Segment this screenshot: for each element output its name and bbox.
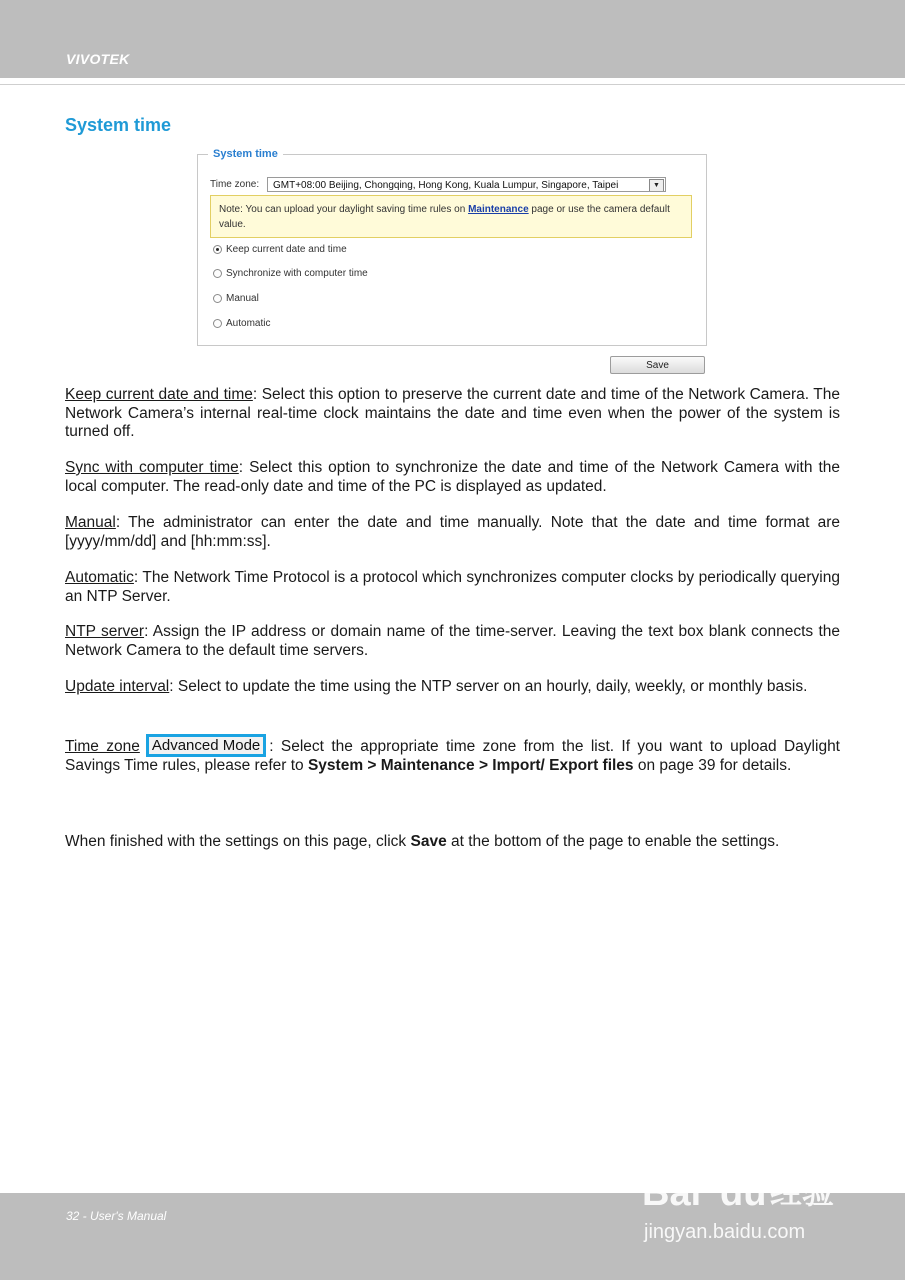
watermark-du: du — [720, 1172, 767, 1214]
baidu-watermark-icon — [640, 1150, 855, 1250]
paragraph-automatic — [65, 569, 840, 606]
desc-update: : Select to update the time using the NTP server on an hourly, daily, weekly, or monthly basis. — [169, 678, 808, 695]
advanced-mode-badge: Advanced Mode — [146, 734, 266, 757]
option-label: Keep current date and time — [226, 244, 347, 255]
save-button[interactable]: Save — [610, 356, 705, 374]
term-update: Update interval — [65, 678, 170, 695]
radio-selected-icon[interactable] — [213, 245, 222, 254]
section-title: System time — [65, 115, 172, 135]
desc-timezone-2: on page 39 for details. — [633, 757, 792, 774]
finish-1: When finished with the settings on this page, click — [65, 833, 411, 850]
term-manual: Manual — [65, 514, 116, 531]
time-zone-select[interactable] — [267, 177, 666, 192]
paragraph-ntp — [65, 623, 840, 660]
option-label: Automatic — [226, 318, 271, 329]
paragraph-manual — [65, 514, 840, 551]
term-ntp: NTP server — [65, 623, 145, 640]
time-zone-value: GMT+08:00 Beijing, Chongqing, Hong Kong, Kuala Lumpur, Singapore, Taipei — [273, 180, 619, 191]
desc-ntp: : Assign the IP address or domain name of the time-server. Leaving the text box blank connects the Network Camera to the default time servers. — [65, 623, 840, 659]
brand-logo: VIVOTEK — [66, 51, 130, 67]
term-keep-current: Keep current date and time — [65, 386, 253, 403]
note-box — [210, 195, 692, 238]
paragraph-update — [65, 678, 840, 697]
term-automatic: Automatic — [65, 569, 134, 586]
desc-manual: : The administrator can enter the date and time manually. Note that the date and time format are [yyyy/mm/dd] and [hh:mm:ss]. — [65, 514, 840, 550]
chevron-down-icon[interactable]: ▼ — [649, 179, 664, 192]
radio-icon[interactable] — [213, 319, 222, 328]
option-manual[interactable] — [213, 293, 259, 304]
option-keep-current[interactable] — [213, 244, 347, 255]
paragraph-keep-current — [65, 386, 840, 442]
watermark-bai: Bai — [642, 1172, 702, 1214]
option-label: Manual — [226, 293, 259, 304]
note-suffix: page or use the camera default value. — [219, 204, 670, 230]
maintenance-link[interactable]: Maintenance — [468, 204, 529, 215]
desc-timezone-1: : Select the appropriate time zone from the list. If you want to upload Daylight Savings Time rules, please refer to — [65, 738, 840, 774]
paragraph-timezone — [65, 734, 840, 776]
desc-timezone-path: System > Maintenance > Import/ Export files — [307, 757, 634, 774]
time-zone-label: Time zone: — [210, 179, 260, 190]
watermark-cn: 经验 — [770, 1173, 835, 1211]
option-automatic[interactable] — [213, 318, 270, 329]
desc-keep-current: : Select this option to preserve the current date and time of the Network Camera. The Network Camera’s internal real-time clock maintains the date and time even when the power of the system is turned off. — [65, 386, 840, 440]
finish-2: at the bottom of the page to enable the settings. — [446, 833, 780, 850]
note-prefix: Note: You can upload your daylight saving time rules on — [219, 204, 469, 215]
header-band — [0, 0, 905, 78]
page-footer: 32 - User's Manual — [66, 1209, 167, 1223]
system-time-panel — [197, 148, 707, 346]
desc-sync: : Select this option to synchronize the date and time of the Network Camera with the local computer. The read-only date and time of the PC is displayed as updated. — [65, 459, 840, 495]
radio-icon[interactable] — [213, 269, 222, 278]
paragraph-finish — [65, 833, 840, 852]
option-sync-computer[interactable] — [213, 268, 368, 279]
option-label: Synchronize with computer time — [226, 268, 368, 279]
term-timezone: Time zone — [65, 738, 140, 755]
finish-save: Save — [410, 833, 447, 850]
header-divider — [0, 84, 905, 85]
paragraph-sync — [65, 459, 840, 496]
term-sync: Sync with computer time — [65, 459, 239, 476]
panel-legend: System time — [208, 148, 283, 160]
desc-automatic: : The Network Time Protocol is a protocol which synchronizes computer clocks by periodically querying an NTP Server. — [65, 569, 840, 605]
watermark-url: jingyan.baidu.com — [644, 1221, 806, 1243]
radio-icon[interactable] — [213, 294, 222, 303]
